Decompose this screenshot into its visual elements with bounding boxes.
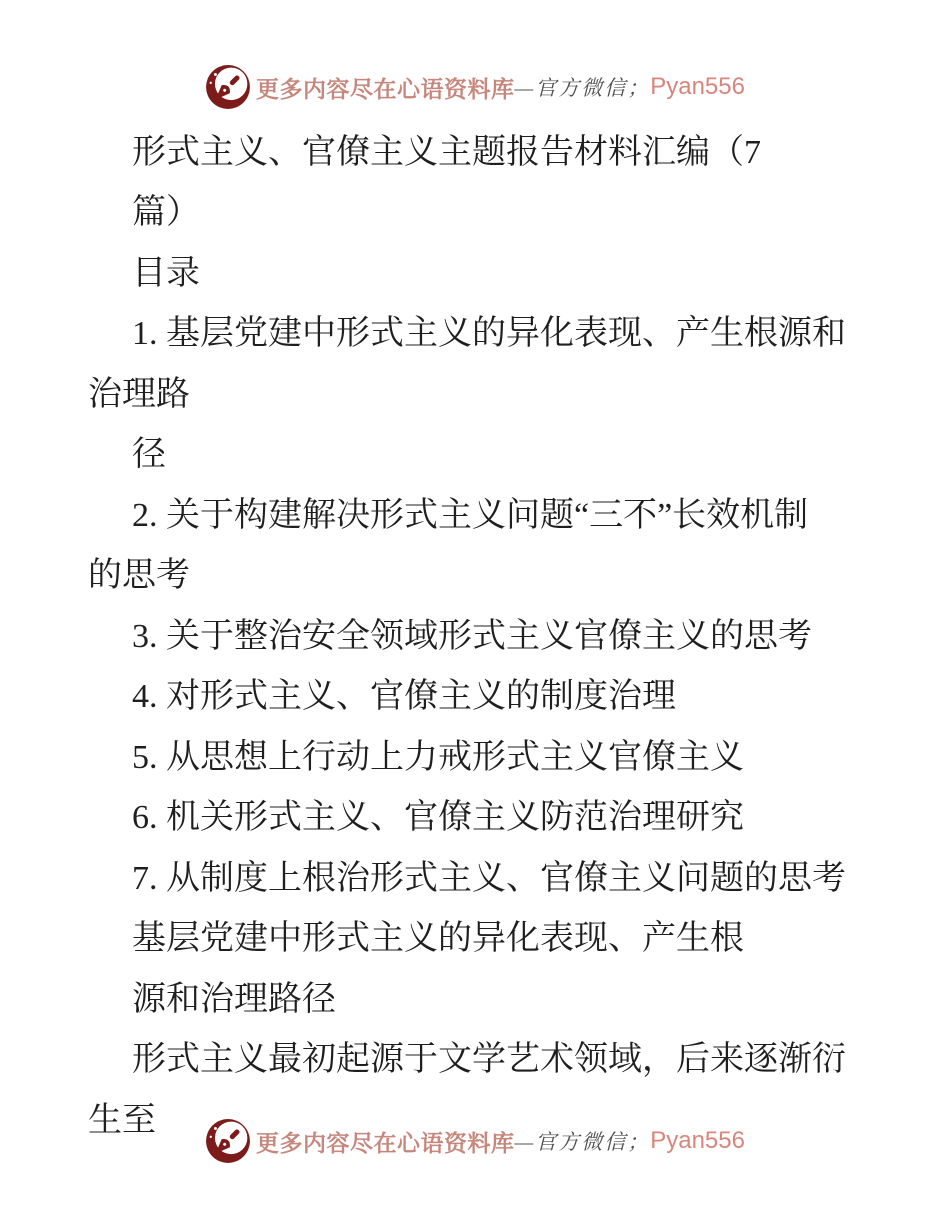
watermark-wechat-id: Pyan556: [650, 73, 745, 100]
text-line: 源和治理路径: [132, 980, 336, 1018]
text-line: 径: [132, 436, 166, 474]
text-line: 篇）: [132, 194, 200, 232]
text-line: 3. 关于整治安全领域形式主义官僚主义的思考: [132, 617, 812, 655]
text-line: 2. 关于构建解决形式主义问题“三不”长效机制: [132, 496, 809, 534]
watermark-brand-text: 更多内容尽在心语资料库: [256, 1130, 515, 1156]
text-line: 5. 从思想上行动上力戒形式主义官僚主义: [132, 738, 744, 776]
text-line: 7. 从制度上根治形式主义、官僚主义问题的思考: [132, 859, 846, 897]
watermark-brand-text: 更多内容尽在心语资料库: [256, 76, 515, 102]
text-line: 形式主义最初起源于文学艺术领域，后来逐渐衍: [132, 1041, 846, 1079]
text-line: 的思考: [88, 557, 190, 595]
watermark-separator-text: —官方微信；: [514, 76, 651, 100]
text-line: 治理路: [88, 375, 190, 413]
watermark-wechat-id: Pyan556: [650, 1127, 745, 1154]
text-line: 1. 基层党建中形式主义的异化表现、产生根源和: [132, 315, 846, 353]
pen-nib-logo-icon: [205, 64, 251, 110]
text-line: 4. 对形式主义、官僚主义的制度治理: [132, 678, 676, 716]
watermark-separator-text: —官方微信；: [514, 1130, 651, 1154]
text-line: 目录: [132, 254, 200, 292]
header-watermark: [0, 64, 950, 110]
pen-nib-logo-icon: [205, 1118, 251, 1164]
text-line: 6. 机关形式主义、官僚主义防范治理研究: [132, 799, 744, 837]
document-body: [88, 118, 888, 1147]
text-line: 形式主义、官僚主义主题报告材料汇编（7: [132, 133, 761, 171]
footer-watermark: [0, 1118, 950, 1164]
text-line: 基层党建中形式主义的异化表现、产生根: [132, 920, 744, 958]
text-line: 生至: [88, 1101, 156, 1139]
